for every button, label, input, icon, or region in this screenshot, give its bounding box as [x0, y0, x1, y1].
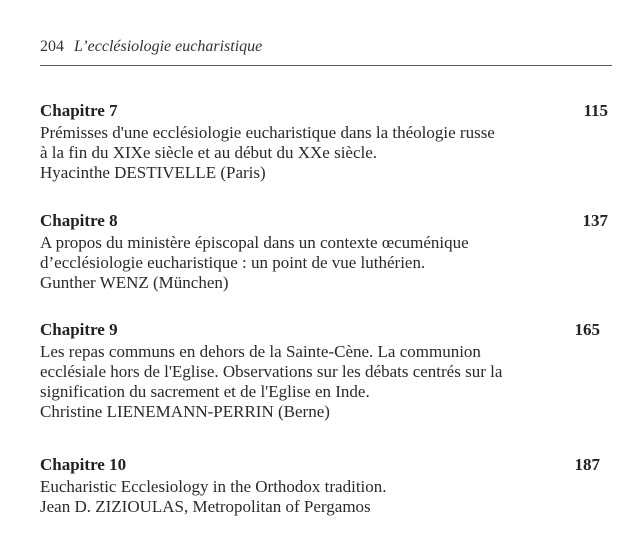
chapter-label: Chapitre 9 — [40, 320, 118, 339]
entry-title-line: d’ecclésiologie eucharistique : un point de vue luthérien. — [40, 253, 426, 272]
chapter-page-number: 115 — [583, 101, 608, 120]
toc-entry-chapter-7 — [40, 101, 612, 183]
entry-author: Gunther WENZ (München) — [40, 273, 229, 292]
entry-title-line: signification du sacrement et de l'Eglise en Inde. — [40, 382, 370, 401]
toc-entry-chapter-8 — [40, 211, 612, 293]
chapter-page-number: 165 — [574, 320, 600, 339]
toc-entry-chapter-10 — [40, 455, 612, 517]
chapter-label: Chapitre 10 — [40, 455, 127, 474]
entry-title-line: à la fin du XIXe siècle et au début du XXe siècle. — [40, 143, 378, 162]
header-page-number: 204 — [40, 38, 64, 55]
chapter-label: Chapitre 7 — [40, 101, 118, 120]
entry-title-line: ecclésiale hors de l'Eglise. Observations sur les débats centrés sur la — [40, 362, 503, 381]
toc-entry-chapter-9 — [40, 320, 612, 422]
entry-author: Jean D. ZIZIOULAS, Metropolitan of Pergamos — [40, 497, 371, 516]
entry-title-line: Prémisses d'une ecclésiologie eucharistique dans la théologie russe — [40, 123, 495, 142]
entry-title-line: Eucharistic Ecclesiology in the Orthodox tradition. — [40, 477, 387, 496]
running-header — [40, 38, 612, 66]
entry-title-line: Les repas communs en dehors de la Sainte-Cène. La communion — [40, 342, 481, 361]
chapter-page-number: 187 — [574, 455, 600, 474]
header-book-title: L’ecclésiologie eucharistique — [74, 38, 263, 55]
entry-author: Christine LIENEMANN-PERRIN (Berne) — [40, 402, 330, 421]
entry-author: Hyacinthe DESTIVELLE (Paris) — [40, 163, 266, 182]
chapter-label: Chapitre 8 — [40, 211, 118, 230]
entry-title-line: A propos du ministère épiscopal dans un contexte œcuménique — [40, 233, 469, 252]
chapter-page-number: 137 — [582, 211, 608, 230]
